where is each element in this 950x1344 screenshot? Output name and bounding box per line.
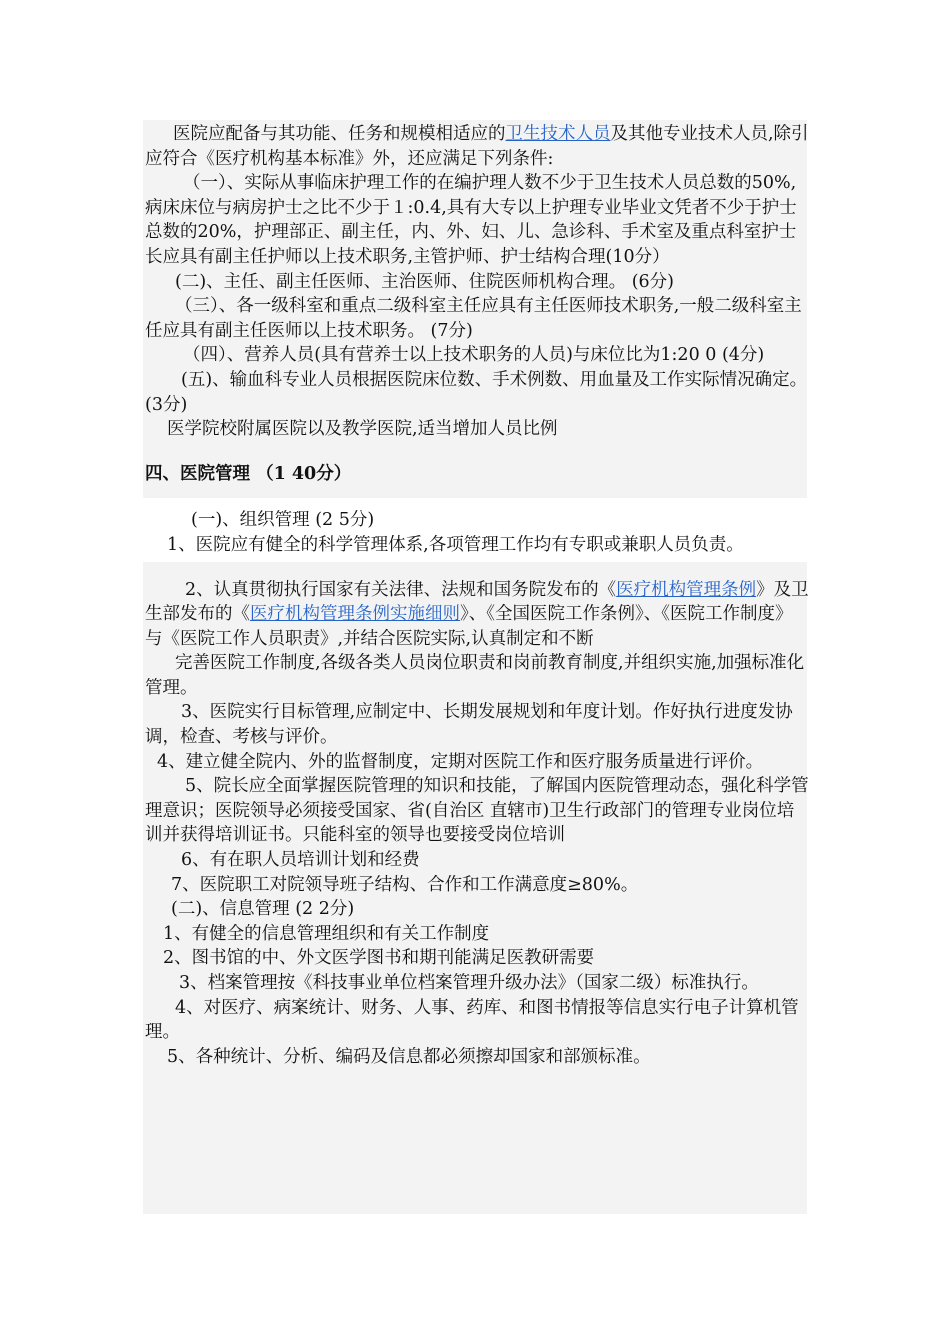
list-item: 6、有在职人员培训计划和经费 [181, 850, 420, 871]
list-item-text: 》及卫生部发布的《 [145, 579, 809, 625]
list-item [145, 578, 809, 652]
document-body [145, 122, 809, 1069]
paragraph: （三）、各一级科室和重点二级科室主任应具有主任医师技术职务,一般二级科室主任应具有副主任医师以上技术职务。 (7分) [145, 296, 802, 341]
list-item: 4、建立健全院内、外的监督制度，定期对医院工作和医疗服务质量进行评价。 [157, 751, 764, 772]
paragraph: （四）、营养人员(具有营养士以上技术职务的人员)与床位比为1:20 0 (4分) [183, 345, 765, 366]
list-item: 2、图书馆的中、外文医学图书和期刊能满足医教研需要 [163, 948, 595, 969]
paragraph: (二)、主任、副主任医师、主治医师、住院医师机构合理。 (6分) [175, 271, 675, 292]
paragraph [145, 122, 809, 171]
list-item: 5、各种统计、分析、编码及信息都必须擦却国家和部颁标准。 [167, 1046, 651, 1067]
paragraph: （一）、实际从事临床护理工作的在编护理人数不少于卫生技术人员总数的50%,病床床位与病房护士之比不少于１:0.4,具有大专以上护理专业毕业文凭者不少于护士总数的20%，护理部正、副主任，内、外、妇、儿、急诊科、手术室及重点科室护士长应具有副主任护师以上技术职务,主管护师、护士结构合理(10分） [145, 173, 797, 267]
subsection-heading: (一)、组织管理 (2 5分) [191, 510, 375, 531]
link-regulations[interactable]: 医疗机构管理条例 [616, 579, 757, 600]
paragraph: 完善医院工作制度,各级各类人员岗位职责和岗前教育制度,并组织实施,加强标准化管理。 [145, 653, 805, 698]
list-item: 7、医院职工对院领导班子结构、合作和工作满意度≥80%。 [171, 874, 639, 895]
spacer [145, 558, 809, 578]
list-item: 1、有健全的信息管理组织和有关工作制度 [163, 923, 490, 944]
paragraph: (五)、输血科专业人员根据医院床位数、手术例数、用血量及工作实际情况确定。 (3分) [145, 369, 808, 415]
list-item: 1、医院应有健全的科学管理体系,各项管理工作均有专职或兼职人员负责。 [167, 534, 744, 555]
paragraph: 医学院校附属医院以及教学医院,适当增加人员比例 [167, 419, 558, 440]
list-item: 4、对医疗、病案统计、财务、人事、药库、和图书情报等信息实行电子计算机管理。 [145, 997, 799, 1043]
list-item: 3、医院实行目标管理,应制定中、长期发展规划和年度计划。作好执行进度发协调，检查、考核与评价。 [145, 702, 793, 748]
list-item: 5、院长应全面掌握医院管理的知识和技能，了解国内医院管理动态，强化科学管理意识；医院领导必须接受国家、省(自治区 直辖市)卫生行政部门的管理专业岗位培训并获得培训证书。只能科室的领导也要接受岗位培训 [145, 776, 809, 846]
link-implementation-rules[interactable]: 医疗机构管理条例实施细则 [250, 604, 460, 625]
paragraph-text: 医院应配备与其功能、任务和规模相适应的 [173, 124, 506, 144]
paragraph-text: 及其他专业技术人员,除引应符合《医疗机构基本标准》外，还应满足下列条件: [145, 124, 809, 169]
section-heading: 四、医院管理 （1 40分） [145, 463, 352, 484]
list-item: 3、档案管理按《科技事业单位档案管理升级办法》（国家二级）标准执行。 [179, 973, 759, 993]
list-item-text: 2、认真贯彻执行国家有关法律、法规和国务院发布的《 [185, 579, 617, 600]
link-health-technicians[interactable]: 卫生技术人员 [505, 124, 611, 144]
subsection-heading: (二)、信息管理 (2 2分) [171, 899, 355, 920]
list-item-text: 》、《全国医院工作条例》、《医院工作制度》与《医院工作人员职责》,并结合医院实际,认真制定和不断 [145, 604, 793, 649]
